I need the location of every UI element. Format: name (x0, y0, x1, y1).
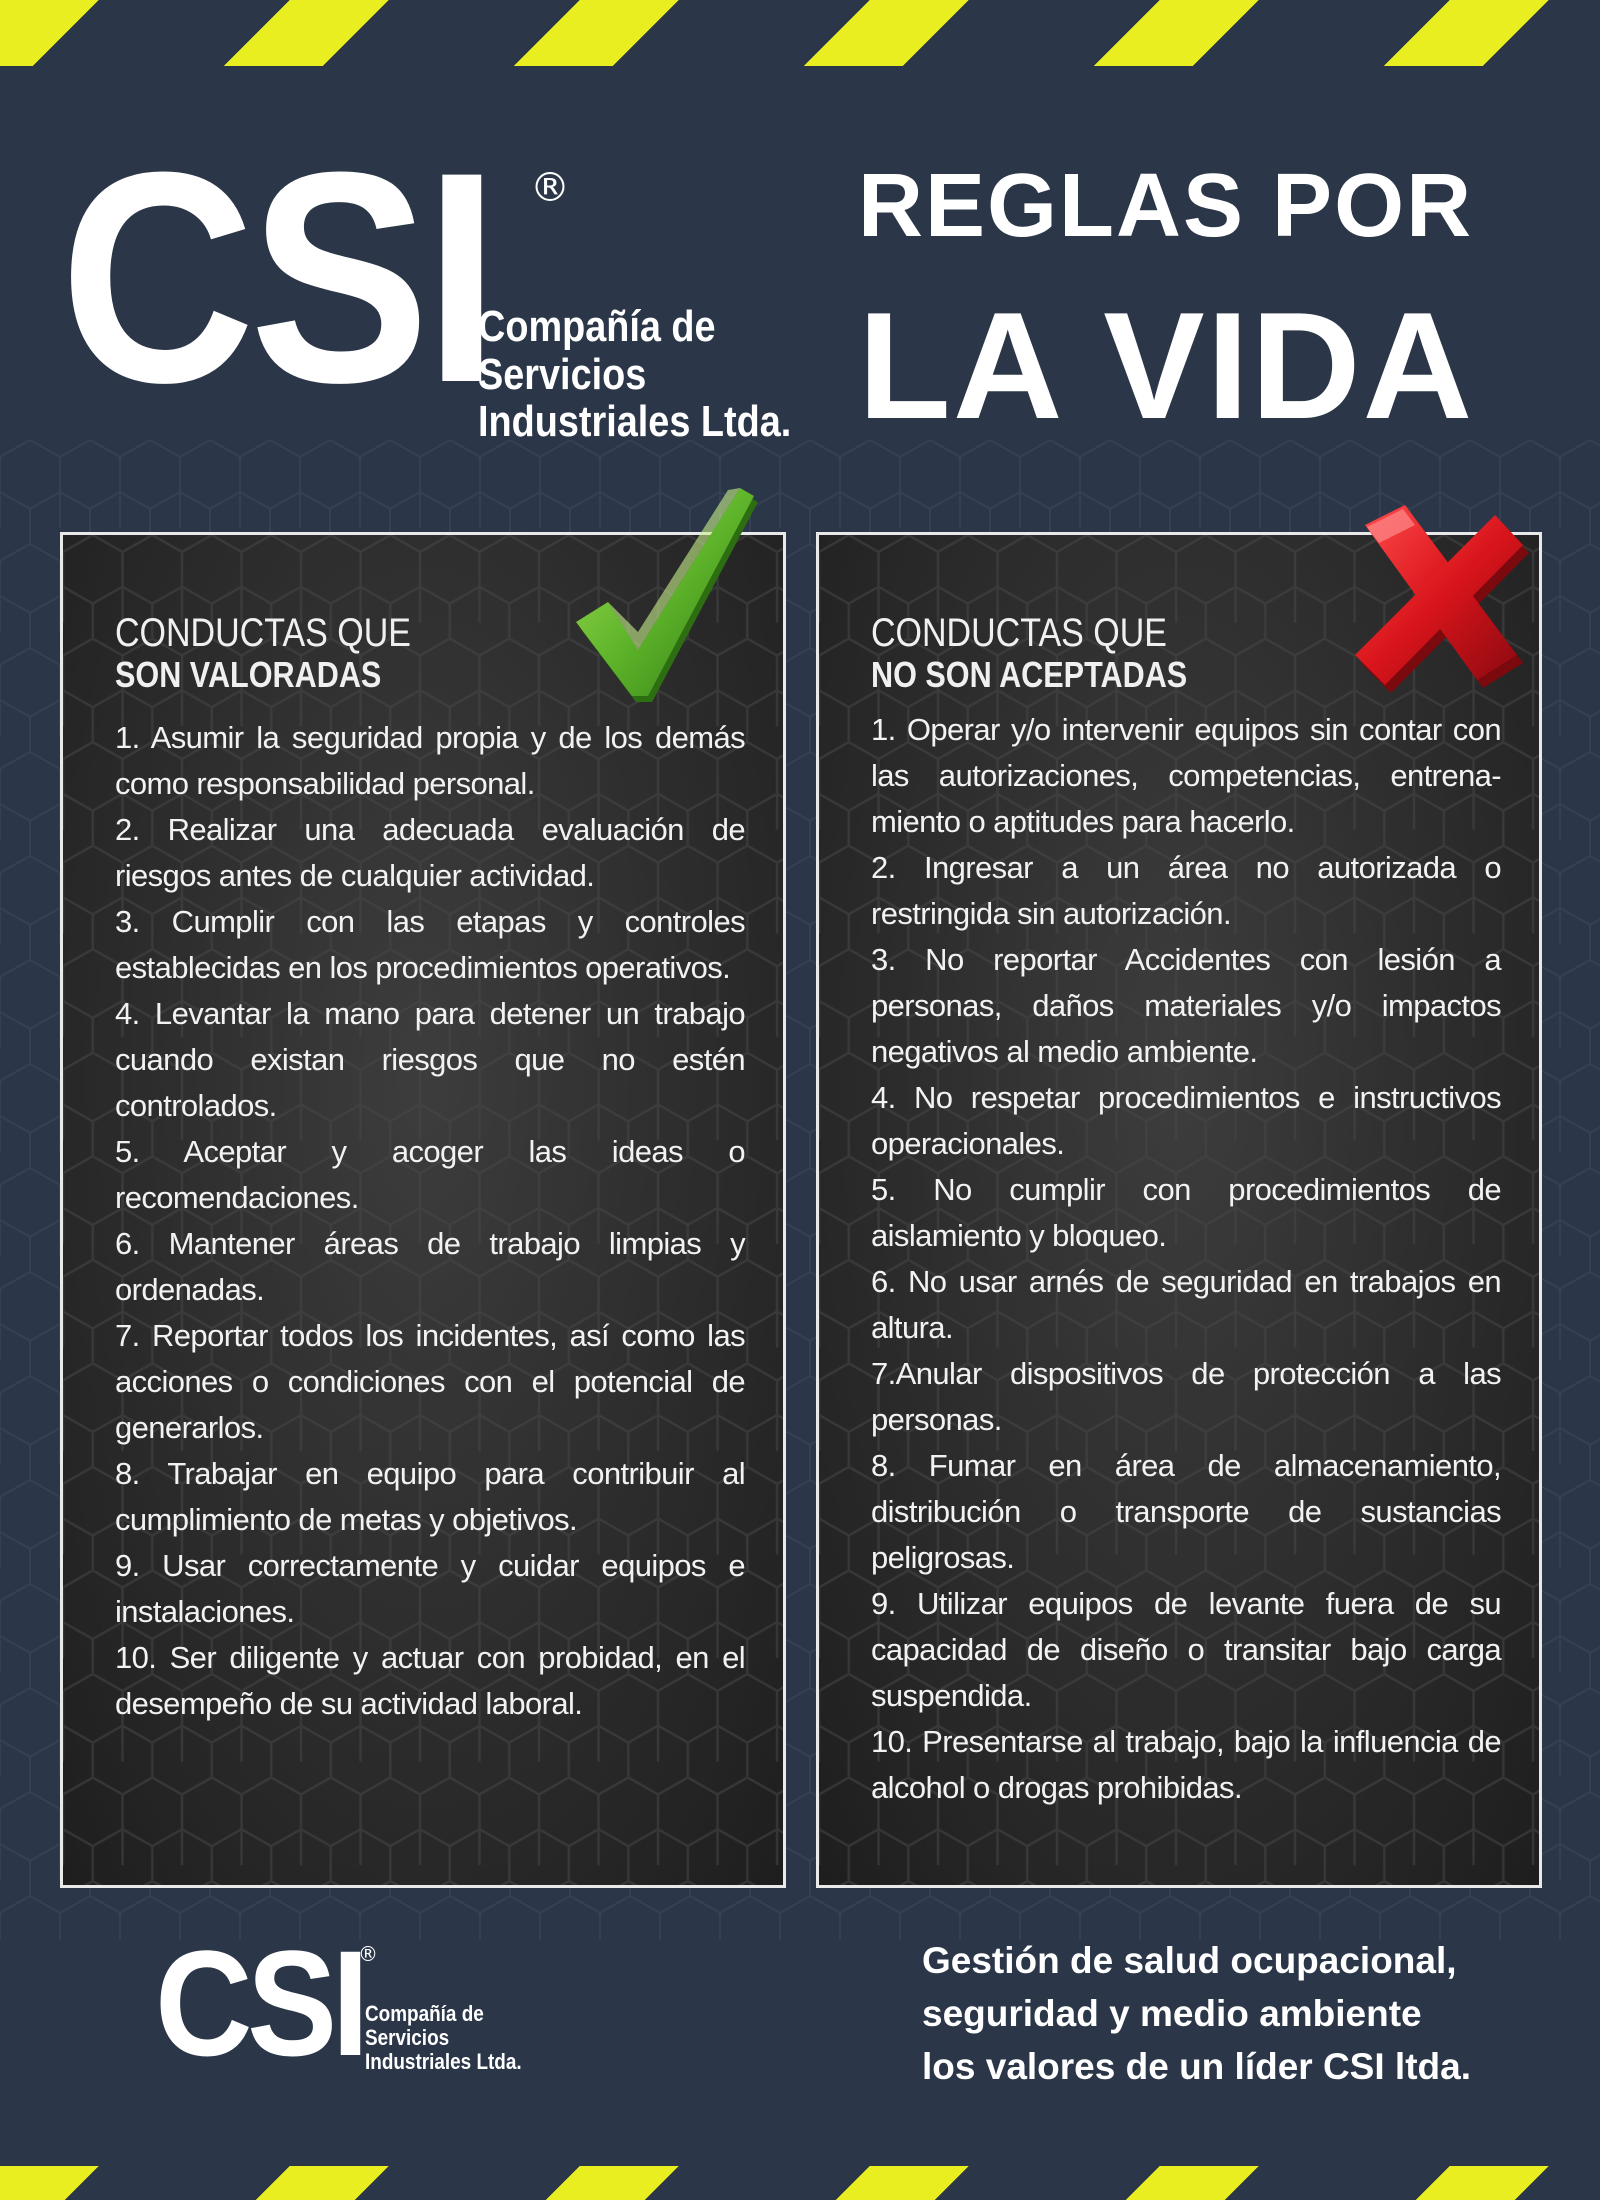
list-item: 2. Ingresar a un área no autorizada o restringida sin autorización. (871, 850, 1501, 931)
list-item: 10. Presentarse al trabajo, bajo la influencia de alcohol o drogas prohibidas. (871, 1724, 1501, 1805)
unacceptable-behaviors-panel (816, 532, 1542, 1888)
list-item: 6. Mantener áreas de trabajo limpias y ordenadas. (115, 1226, 745, 1307)
company-line-2: Servicios (365, 2024, 450, 2050)
footer-line-2: seguridad y medio ambiente (922, 1993, 1422, 2034)
list-item: 4. Levantar la mano para detener un trabajo cuando existan riesgos que no estén controlados. (115, 996, 745, 1123)
logo-letters: CSI (60, 109, 494, 445)
headline-line-1: REGLAS POR (858, 156, 1474, 256)
logo-company-name (365, 2002, 522, 2073)
hazard-stripe-top (0, 0, 1600, 66)
csi-logo-footer (155, 1919, 575, 2087)
list-item: 5. Aceptar y acoger las ideas o recomendaciones. (115, 1134, 745, 1215)
company-line-3: Industriales Ltda. (478, 397, 792, 447)
company-line-1: Compañía de (365, 2001, 484, 2026)
hazard-stripe-bottom (0, 2166, 1600, 2200)
list-item: 7.Anular dispositivos de protección a las personas. (871, 1356, 1501, 1437)
valued-behaviors-list (115, 715, 745, 1727)
logo-letters: CSI (155, 1919, 364, 2087)
unacceptable-behaviors-list (871, 707, 1501, 1811)
valued-behaviors-panel (60, 532, 786, 1888)
list-item: 6. No usar arnés de seguridad en trabajos en altura. (871, 1264, 1501, 1345)
company-line-3: Industriales Ltda. (365, 2048, 522, 2074)
company-line-2: Servicios (478, 349, 647, 399)
list-item: 1. Asumir la seguridad propia y de los demás como responsabilidad personal. (115, 720, 745, 801)
list-item: 1. Operar y/o intervenir equipos sin contar con las autorizaciones, competencias, entrena-miento o aptitudes para hacerlo. (871, 712, 1501, 839)
logo-company-name (478, 303, 791, 446)
list-item: 4. No respetar procedimientos e instructivos operacionales. (871, 1080, 1501, 1161)
panel-heading-line-2: NO SON ACEPTADAS (871, 654, 1188, 695)
list-item: 5. No cumplir con procedimientos de aislamiento y bloqueo. (871, 1172, 1501, 1253)
list-item: 9. Utilizar equipos de levante fuera de su capacidad de diseño o transitar bajo carga suspendida. (871, 1586, 1501, 1713)
list-item: 8. Trabajar en equipo para contribuir al cumplimiento de metas y objetivos. (115, 1456, 745, 1537)
panel-heading-line-1: CONDUCTAS QUE (115, 611, 411, 655)
list-item: 3. No reportar Accidentes con lesión a personas, daños materiales y/o impactos negativos al medio ambiente. (871, 942, 1501, 1069)
cross-mark-icon (1345, 505, 1530, 700)
panel-heading-line-2: SON VALORADAS (115, 654, 382, 695)
list-item: 10. Ser diligente y actuar con probidad, en el desempeño de su actividad laboral. (115, 1640, 745, 1721)
footer-slogan (922, 1934, 1471, 2093)
footer-line-1: Gestión de salud ocupacional, (922, 1940, 1457, 1981)
footer-line-3: los valores de un líder CSI ltda. (922, 2046, 1471, 2087)
list-item: 9. Usar correctamente y cuidar equipos e instalaciones. (115, 1548, 745, 1629)
list-item: 2. Realizar una adecuada evaluación de riesgos antes de cualquier actividad. (115, 812, 745, 893)
company-line-1: Compañía de (478, 302, 716, 351)
registered-mark: ® (358, 1942, 378, 1966)
panel-heading-line-1: CONDUCTAS QUE (871, 611, 1167, 655)
list-item: 7. Reportar todos los incidentes, así como las acciones o condiciones con el potencial de generarlos. (115, 1318, 745, 1445)
list-item: 3. Cumplir con las etapas y controles establecidas en los procedimientos operativos. (115, 904, 745, 985)
csi-logo (60, 109, 800, 447)
list-item: 8. Fumar en área de almacenamiento, distribución o transporte de sustancias peligrosas. (871, 1448, 1501, 1575)
headline-line-2: LA VIDA (858, 281, 1475, 451)
registered-mark: ® (530, 165, 570, 211)
check-mark-icon (568, 482, 758, 702)
